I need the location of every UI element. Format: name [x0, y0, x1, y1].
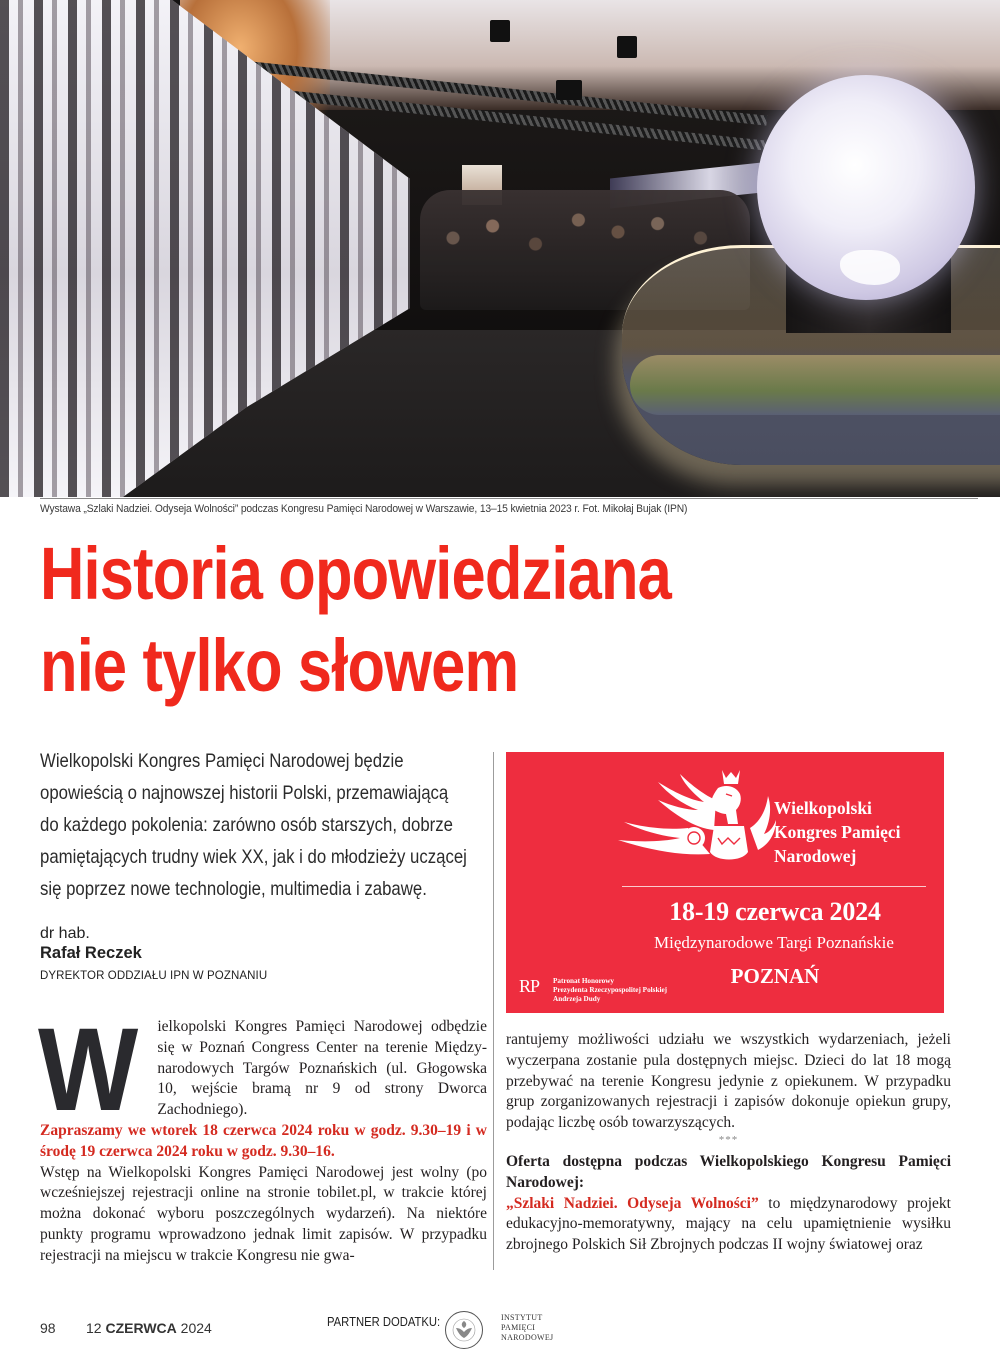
column-divider	[493, 752, 494, 1270]
ipn-name	[501, 1313, 553, 1343]
offer-title: „Szlaki Nadziei. Odyseja Wolności”	[506, 1194, 759, 1212]
entry-info-continued: rantujemy możliwości udziału we wszystkich wydarzeniach, jeżeli wyczerpana zostanie pula dostępnych miejsc. Dzieci do lat 18 mogą przebywać na terenie Kongresu jedynie z opiekunem. W przypadku grup zorganizowanych rejestracji i zapisów dokonuje opiekun grupy, podając liczbę osób towarzyszących.	[506, 1031, 951, 1132]
lead-line: pamiętających trudny wiek XX, jak i do młodzieży uczącej	[40, 846, 467, 868]
offer-heading: Oferta dostępna podczas Wielkopolskiego Kongresu Pamięci Narodowej:	[506, 1152, 951, 1191]
photo-speaker	[617, 36, 637, 58]
author-name: Rafał Reczek	[40, 944, 142, 962]
issue-month: CZERWCA	[105, 1320, 177, 1336]
issue-date	[86, 1320, 212, 1336]
issue-day: 12	[86, 1320, 102, 1336]
author-title: dr hab.	[40, 925, 90, 942]
headline	[40, 528, 990, 712]
author-role: DYREKTOR ODDZIAŁU IPN W POZNANIU	[40, 970, 268, 982]
partner-label: PARTNER DODATKU:	[327, 1315, 441, 1329]
banner-dates: 18-19 czerwca 2024	[669, 897, 881, 926]
offer-text: to międzynarodowy projekt edukacyjno-memoratywny, mający na celu upamiętnienie wysiłku zbrojnego Polskich Sił Zbrojnych podczas II wojny światowej oraz	[506, 1194, 951, 1254]
banner-divider	[622, 886, 926, 887]
section-separator: ***	[718, 1133, 739, 1146]
author-block	[40, 925, 267, 986]
invitation-text: Zapraszamy we wtorek 18 czerwca 2024 roku w godz. 9.30–19 i w środę 19 czerwca 2024 roku w godz. 9.30–16.	[40, 1121, 487, 1160]
page-number: 98	[40, 1320, 56, 1336]
banner-congress-line: Narodowej	[774, 846, 857, 866]
page-footer	[0, 1310, 1000, 1350]
lead-line: się poprzez nowe technologie, multimedia i zabawę.	[40, 878, 427, 900]
ipn-line: INSTYTUT	[501, 1313, 543, 1322]
banner-venue: Międzynarodowe Targi Poznańskie	[654, 933, 894, 952]
caption-rule	[40, 498, 978, 499]
ipn-line: PAMIĘCI	[501, 1323, 536, 1332]
patron-line: Andrzeja Dudy	[553, 995, 601, 1003]
banner-congress-name	[774, 796, 901, 868]
photo-diorama	[630, 355, 1000, 415]
offer-paragraph	[506, 1194, 951, 1256]
ipn-line: NARODOWEJ	[501, 1333, 554, 1342]
header-photo	[0, 0, 1000, 497]
lead-line: do każdego pokolenia: zarówno osób starszych, dobrze	[40, 814, 453, 836]
banner-patronage	[553, 977, 667, 1004]
issue-year: 2024	[180, 1320, 212, 1336]
white-eagle-crowned-icon	[614, 768, 779, 868]
headline-line-1: Historia opowiedziana	[40, 532, 671, 615]
drop-cap: W	[38, 1004, 139, 1136]
congress-banner	[506, 752, 944, 1013]
article-column-right	[506, 1030, 951, 1256]
lead-line: opowieścią o najnowszej historii Polski, przemawiającą	[40, 782, 449, 804]
patron-line: Patronat Honorowy	[553, 977, 615, 985]
article-column-left	[38, 1004, 487, 1267]
photo-speaker	[490, 20, 510, 42]
lead-line: Wielkopolski Kongres Pamięci Narodowej będzie	[40, 750, 404, 772]
banner-city: POZNAŃ	[730, 964, 820, 988]
entry-info: Wstęp na Wielkopolski Kongres Pamięci Narodowej jest wolny (po wcześniejszej rejestracji online na stronie tobilet.pl, w trakcie której można dokonać wyboru poszczególnych wydarzeń). Na niektóre punkty programu wprowadzono jednak limit zapisów. W przypadku rejestracji na miejscu w trakcie Kongresu nie gwa-	[40, 1163, 487, 1264]
rp-logo-icon: RP	[519, 976, 540, 996]
ipn-seal-icon	[444, 1310, 484, 1350]
banner-congress-line: Kongres Pamięci	[774, 822, 901, 842]
article-intro: ielkopolski Kongres Pamięci Narodowej odbędzie się w Poznań Congress Center na terenie Międzynarodowych Targów Poznańskich (ul. Głogowska 10, wejście bramą nr 9 od strony Dworca Zachodniego).	[157, 1018, 487, 1119]
photo-projector	[556, 80, 582, 100]
lead-paragraph	[40, 745, 490, 905]
headline-line-2: nie tylko słowem	[40, 624, 519, 707]
photo-caption: Wystawa „Szlaki Nadziei. Odyseja Wolności” podczas Kongresu Pamięci Narodowej w Warszawie, 13–15 kwietnia 2023 r. Fot. Mikołaj Bujak (IPN)	[40, 503, 688, 515]
banner-congress-line: Wielkopolski	[774, 798, 872, 818]
patron-line: Prezydenta Rzeczypospolitej Polskiej	[553, 986, 668, 994]
